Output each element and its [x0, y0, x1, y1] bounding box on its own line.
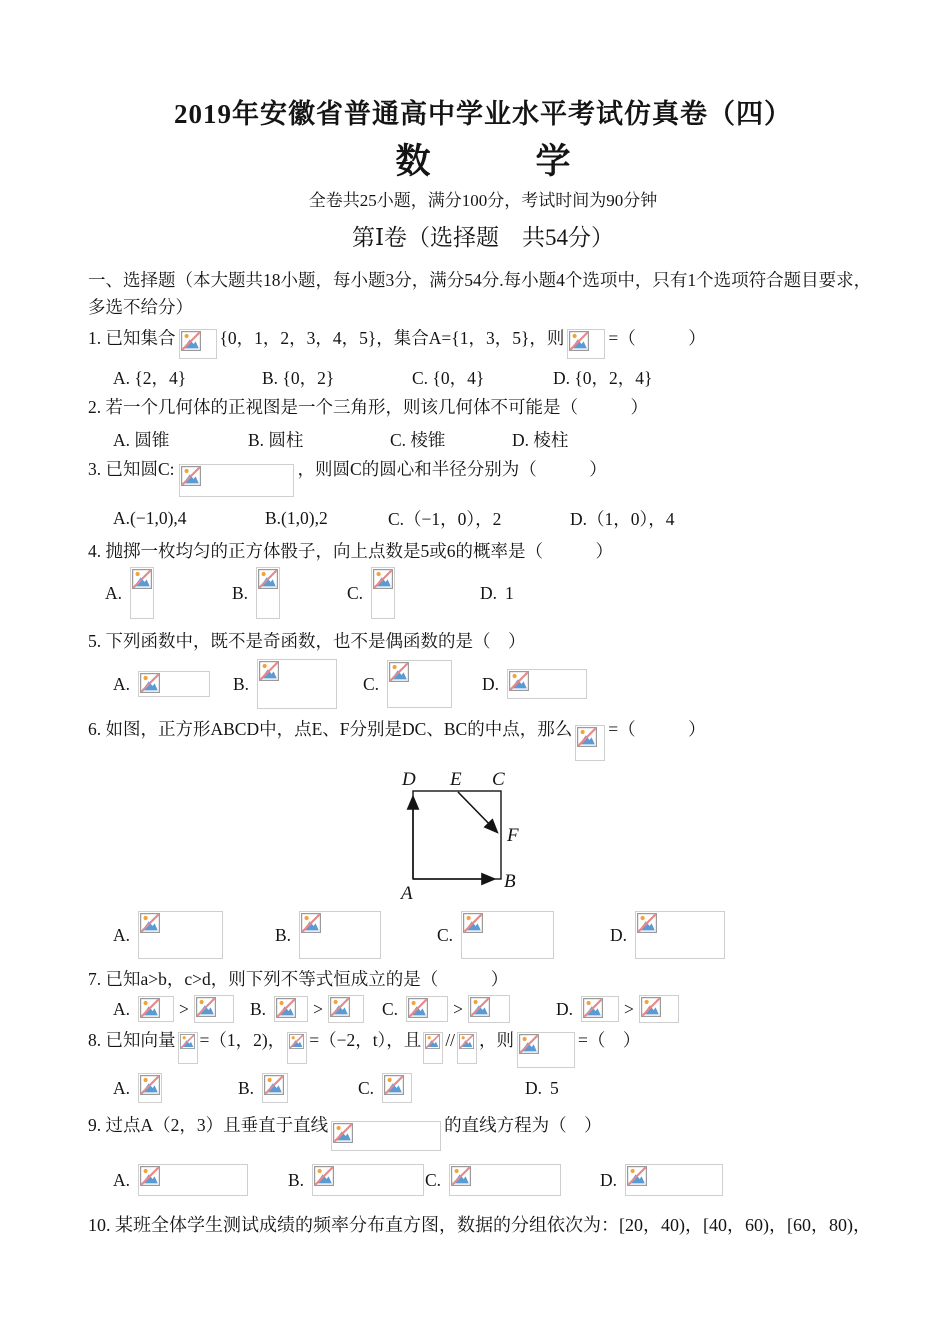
option-label: D.	[600, 1169, 618, 1190]
broken-image-placeholder[interactable]	[287, 1032, 307, 1064]
greater-than-sign: >	[313, 998, 323, 1019]
broken-image-icon	[577, 727, 597, 747]
figure-label-b: B	[504, 871, 516, 892]
broken-image-placeholder[interactable]	[457, 1032, 477, 1064]
broken-image-icon	[314, 1166, 334, 1186]
broken-image-placeholder[interactable]	[179, 329, 217, 359]
q6-text-2: =（ ）	[608, 719, 706, 739]
question-7-stem: 7. 已知a>b，c>d，则下列不等式恒成立的是（ ）	[88, 969, 509, 989]
broken-image-icon	[459, 1034, 474, 1049]
option-label: A.	[105, 582, 123, 603]
option-label: B.	[238, 1077, 255, 1098]
option-label: C.	[363, 673, 380, 694]
option-label: D.	[525, 1077, 543, 1098]
broken-image-icon	[627, 1166, 647, 1186]
option-label: A.	[113, 1169, 131, 1190]
question-2-options	[88, 427, 878, 452]
vector-ef-arrow	[458, 792, 497, 832]
section-heading: 第Ⅰ卷（选择题 共54分）	[351, 225, 615, 250]
option-label: B.	[288, 1169, 305, 1190]
question-2-stem: 2. 若一个几何体的正视图是一个三角形，则该几何体不可能是（ ）	[88, 397, 648, 417]
question-5-options	[88, 659, 878, 709]
broken-image-placeholder[interactable]	[382, 1073, 412, 1103]
broken-image-icon	[451, 1166, 471, 1186]
option-label: C.	[358, 1077, 375, 1098]
q3-text-2: ，则圆C的圆心和半径分别为（ ）	[297, 459, 607, 479]
broken-image-placeholder[interactable]	[461, 911, 554, 959]
question-4-stem: 4. 抛掷一枚均匀的正方体骰子，向上点数是5或6的概率是（ ）	[88, 541, 613, 561]
question-6-stem	[88, 716, 878, 761]
figure-label-e: E	[450, 769, 462, 790]
broken-image-placeholder[interactable]	[575, 725, 605, 761]
broken-image-icon	[258, 569, 278, 589]
exam-meta: 全卷共25小题，满分100分，考试时间为90分钟	[308, 191, 658, 210]
option-c: C.（−1，0），2	[388, 509, 502, 529]
broken-image-icon	[259, 661, 279, 681]
square-figure	[380, 767, 595, 907]
broken-image-placeholder[interactable]	[423, 1032, 443, 1064]
broken-image-placeholder[interactable]	[299, 911, 381, 959]
broken-image-placeholder[interactable]	[567, 329, 605, 359]
option-label: A.	[113, 924, 131, 945]
question-4-options	[88, 567, 878, 619]
broken-image-placeholder[interactable]	[331, 1121, 441, 1151]
question-3-options	[88, 506, 878, 531]
broken-image-icon	[373, 569, 393, 589]
broken-image-placeholder[interactable]	[257, 659, 337, 709]
broken-image-icon	[408, 998, 428, 1018]
instructions-paragraph: 一、选择题（本大题共18小题，每小题3分，满分54分.每小题4个选项中，只有1个选项符合题目要求，多选不给分）	[88, 270, 872, 317]
broken-image-placeholder[interactable]	[130, 567, 154, 619]
option-label: B.	[232, 582, 249, 603]
q8-text-2: =（1，2)，	[199, 1030, 286, 1050]
q8-text-1: 8. 已知向量	[88, 1030, 176, 1050]
broken-image-icon	[264, 1075, 284, 1095]
broken-image-icon	[289, 1034, 304, 1049]
option-a: A. {2，4}	[113, 368, 187, 388]
question-1-stem	[88, 325, 878, 359]
broken-image-placeholder[interactable]	[625, 1164, 723, 1196]
broken-image-icon	[140, 1075, 160, 1095]
broken-image-icon	[180, 1034, 195, 1049]
q9-text-2: 的直线方程为（ ）	[444, 1115, 602, 1135]
option-label: A.	[113, 998, 131, 1019]
question-8-stem	[88, 1027, 878, 1068]
greater-than-sign: >	[453, 998, 463, 1019]
question-6-options	[88, 911, 878, 959]
broken-image-icon	[583, 998, 603, 1018]
broken-image-icon	[519, 1034, 539, 1054]
question-9-stem	[88, 1112, 878, 1151]
broken-image-icon	[276, 998, 296, 1018]
q6-text-1: 6. 如图，正方形ABCD中，点E、F分别是DC、BC的中点，那么	[88, 719, 573, 739]
option-b: B.(1,0),2	[265, 508, 328, 528]
broken-image-placeholder[interactable]	[256, 567, 280, 619]
figure-label-c: C	[492, 769, 505, 790]
exam-title: 2019年安徽省普通高中学业水平考试仿真卷（四）	[174, 99, 792, 129]
broken-image-placeholder[interactable]	[406, 996, 448, 1022]
broken-image-placeholder[interactable]	[581, 996, 619, 1022]
question-1-options	[88, 365, 878, 390]
broken-image-icon	[140, 913, 160, 933]
option-d-value: 5	[550, 1077, 559, 1098]
option-label: C.	[425, 1169, 442, 1190]
option-c: C. {0，4}	[412, 368, 485, 388]
broken-image-icon	[470, 997, 490, 1017]
option-a: A. 圆锥	[113, 430, 170, 450]
option-d: D.（1，0），4	[570, 509, 675, 529]
q1-text-3: =（ ）	[608, 328, 706, 348]
option-b: B. 圆柱	[248, 430, 304, 450]
figure-label-d: D	[402, 769, 416, 790]
broken-image-icon	[196, 997, 216, 1017]
broken-image-placeholder[interactable]	[138, 1073, 162, 1103]
broken-image-placeholder[interactable]	[138, 996, 174, 1022]
option-label: B.	[233, 673, 250, 694]
option-label: D.	[610, 924, 628, 945]
option-d: D. {0，2，4}	[553, 368, 653, 388]
q9-text-1: 9. 过点A（2，3）且垂直于直线	[88, 1115, 329, 1135]
broken-image-icon	[330, 997, 350, 1017]
q3-text-1: 3. 已知圆C:	[88, 459, 175, 479]
broken-image-placeholder[interactable]	[312, 1164, 424, 1196]
q1-text-1: 1. 已知集合	[88, 328, 176, 348]
broken-image-icon	[637, 913, 657, 933]
greater-than-sign: >	[624, 998, 634, 1019]
question-10-stem: 10. 某班全体学生测试成绩的频率分布直方图，数据的分组依次为：[20，40)，[40，60)，[60，80)，	[88, 1215, 871, 1235]
option-label: A.	[113, 673, 131, 694]
option-label: B.	[275, 924, 292, 945]
option-d-value: 1	[505, 582, 514, 603]
broken-image-placeholder[interactable]	[262, 1073, 288, 1103]
broken-image-icon	[140, 1166, 160, 1186]
broken-image-placeholder[interactable]	[517, 1032, 575, 1068]
broken-image-placeholder[interactable]	[639, 995, 679, 1023]
option-label: D.	[556, 998, 574, 1019]
broken-image-placeholder[interactable]	[138, 1164, 248, 1196]
option-label: D.	[482, 673, 500, 694]
option-label: C.	[382, 998, 399, 1019]
option-b: B. {0，2}	[262, 368, 335, 388]
option-label: B.	[250, 998, 267, 1019]
broken-image-icon	[140, 673, 160, 693]
question-9-options	[88, 1164, 878, 1196]
option-a: A.(−1,0),4	[113, 508, 187, 528]
q8-text-5: ，则	[479, 1030, 515, 1050]
broken-image-placeholder[interactable]	[468, 995, 510, 1023]
broken-image-placeholder[interactable]	[449, 1164, 561, 1196]
square-outline	[413, 791, 501, 879]
subject-title: 数 学	[395, 142, 571, 181]
broken-image-placeholder[interactable]	[387, 660, 452, 708]
figure-label-a: A	[401, 883, 413, 904]
broken-image-placeholder[interactable]	[194, 995, 234, 1023]
broken-image-placeholder[interactable]	[507, 669, 587, 699]
broken-image-icon	[301, 913, 321, 933]
broken-image-placeholder[interactable]	[179, 464, 294, 497]
option-d: D. 棱柱	[512, 430, 569, 450]
broken-image-icon	[569, 331, 589, 351]
q8-text-3: =（−2，t），且	[309, 1030, 422, 1050]
greater-than-sign: >	[179, 998, 189, 1019]
option-label: C.	[347, 582, 364, 603]
broken-image-icon	[509, 671, 529, 691]
broken-image-icon	[641, 997, 661, 1017]
broken-image-icon	[463, 913, 483, 933]
broken-image-placeholder[interactable]	[328, 995, 364, 1023]
q8-text-4: //	[445, 1030, 456, 1050]
q1-text-2: {0，1，2，3，4，5}，集合A={1，3，5}，则	[219, 328, 565, 348]
option-label: C.	[437, 924, 454, 945]
question-8-options	[88, 1073, 878, 1103]
broken-image-icon	[181, 331, 201, 351]
broken-image-placeholder[interactable]	[371, 567, 395, 619]
broken-image-icon	[181, 466, 201, 486]
broken-image-icon	[425, 1034, 440, 1049]
figure-label-f: F	[507, 825, 519, 846]
broken-image-placeholder[interactable]	[138, 911, 223, 959]
question-3-stem	[88, 456, 878, 497]
option-label: D.	[480, 582, 498, 603]
broken-image-placeholder[interactable]	[274, 996, 308, 1022]
broken-image-icon	[140, 998, 160, 1018]
broken-image-icon	[389, 662, 409, 682]
question-7-options	[88, 995, 878, 1023]
broken-image-placeholder[interactable]	[635, 911, 725, 959]
option-label: A.	[113, 1077, 131, 1098]
option-c: C. 棱锥	[390, 430, 446, 450]
broken-image-placeholder[interactable]	[138, 671, 210, 697]
question-5-stem: 5. 下列函数中，既不是奇函数，也不是偶函数的是（ ）	[88, 631, 526, 651]
broken-image-placeholder[interactable]	[178, 1032, 198, 1064]
q8-text-6: =（ ）	[578, 1030, 641, 1050]
broken-image-icon	[333, 1123, 353, 1143]
broken-image-icon	[132, 569, 152, 589]
broken-image-icon	[384, 1075, 404, 1095]
